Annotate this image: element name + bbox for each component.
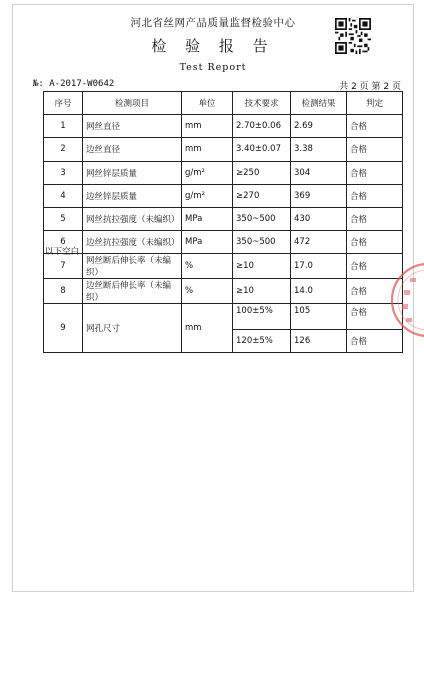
table-header-row: [44, 92, 403, 115]
header-judgement: 判定: [347, 92, 403, 115]
page-info: 共 2 页 第 2 页: [339, 82, 401, 92]
row-no: 6: [44, 231, 83, 254]
table-row: [44, 254, 403, 279]
report-title: 检 验 报 告: [151, 37, 275, 55]
row-result: 2.69: [291, 115, 347, 138]
row-judgement: 合格: [347, 279, 403, 304]
row-no: 4: [44, 184, 83, 207]
row-unit: %: [182, 279, 233, 304]
row-result: 14.0: [291, 279, 347, 304]
row-result: 472: [291, 231, 347, 254]
header-unit: 单位: [182, 92, 233, 115]
table-row: [44, 184, 403, 207]
row-no: 7: [44, 254, 83, 279]
table-row: [44, 207, 403, 230]
table-row: [44, 279, 403, 304]
row-no: 2: [44, 138, 83, 161]
header-item: 检测项目: [83, 92, 182, 115]
row-unit: mm: [182, 304, 233, 352]
row-item: 网丝断后伸长率（未编织）: [83, 254, 182, 279]
table-row: [44, 231, 403, 254]
header-result: 检测结果: [291, 92, 347, 115]
row-judgement: 合格: [347, 254, 403, 279]
qr-code-icon: [335, 18, 371, 54]
row-result: 304: [291, 161, 347, 184]
row-unit: g/m²: [182, 184, 233, 207]
table-row: [44, 115, 403, 138]
row-unit: MPa: [182, 231, 233, 254]
row-judgement: 合格: [347, 138, 403, 161]
row-judgement: 合格: [347, 304, 403, 329]
row-result: 126: [291, 329, 347, 352]
row-requirement: ≥10: [233, 254, 291, 279]
row-result: 105: [291, 304, 347, 329]
row-judgement: 合格: [347, 207, 403, 230]
row-requirement: ≥250: [233, 161, 291, 184]
row-no: 3: [44, 161, 83, 184]
row-judgement: 合格: [347, 161, 403, 184]
row-requirement: 350~500: [233, 231, 291, 254]
official-seal-icon: [388, 260, 424, 340]
row-requirement: 2.70±0.06: [233, 115, 291, 138]
row-requirement: 100±5%: [233, 304, 291, 329]
row-requirement: ≥10: [233, 279, 291, 304]
row-requirement: 120±5%: [233, 329, 291, 352]
row-result: 430: [291, 207, 347, 230]
row-item: 网丝锌层质量: [83, 161, 182, 184]
row-unit: mm: [182, 138, 233, 161]
table-row: [44, 138, 403, 161]
header-requirement: 技术要求: [233, 92, 291, 115]
row-item: 边丝锌层质量: [83, 184, 182, 207]
row-item: 网丝抗拉强度（未编织）: [83, 207, 182, 230]
row-no: 1: [44, 115, 83, 138]
table-row: [44, 304, 403, 329]
row-item: 边丝直径: [83, 138, 182, 161]
row-item: 网孔尺寸: [83, 304, 182, 352]
report-number: №: A-2017-W0642: [33, 79, 115, 89]
row-judgement: 合格: [347, 329, 403, 352]
row-result: 3.38: [291, 138, 347, 161]
row-requirement: ≥270: [233, 184, 291, 207]
report-page: [12, 4, 414, 592]
row-unit: mm: [182, 115, 233, 138]
row-item: 网丝直径: [83, 115, 182, 138]
row-unit: %: [182, 254, 233, 279]
row-judgement: 合格: [347, 115, 403, 138]
row-no: 8: [44, 279, 83, 304]
row-unit: g/m²: [182, 161, 233, 184]
row-item: 边丝断后伸长率（未编织）: [83, 279, 182, 304]
row-judgement: 合格: [347, 231, 403, 254]
row-no: 9: [44, 304, 83, 352]
row-item: 边丝抗拉强度（未编织）: [83, 231, 182, 254]
row-result: 17.0: [291, 254, 347, 279]
table-row: [44, 161, 403, 184]
row-result: 369: [291, 184, 347, 207]
end-note: 以下空白: [45, 247, 80, 257]
row-requirement: 350~500: [233, 207, 291, 230]
row-judgement: 合格: [347, 184, 403, 207]
row-unit: MPa: [182, 207, 233, 230]
results-table: [43, 91, 403, 353]
organization-name: 河北省丝网产品质量监督检验中心: [130, 17, 296, 29]
row-requirement: 3.40±0.07: [233, 138, 291, 161]
row-no: 5: [44, 207, 83, 230]
header-no: 序号: [44, 92, 83, 115]
report-subtitle: Test Report: [179, 62, 247, 73]
